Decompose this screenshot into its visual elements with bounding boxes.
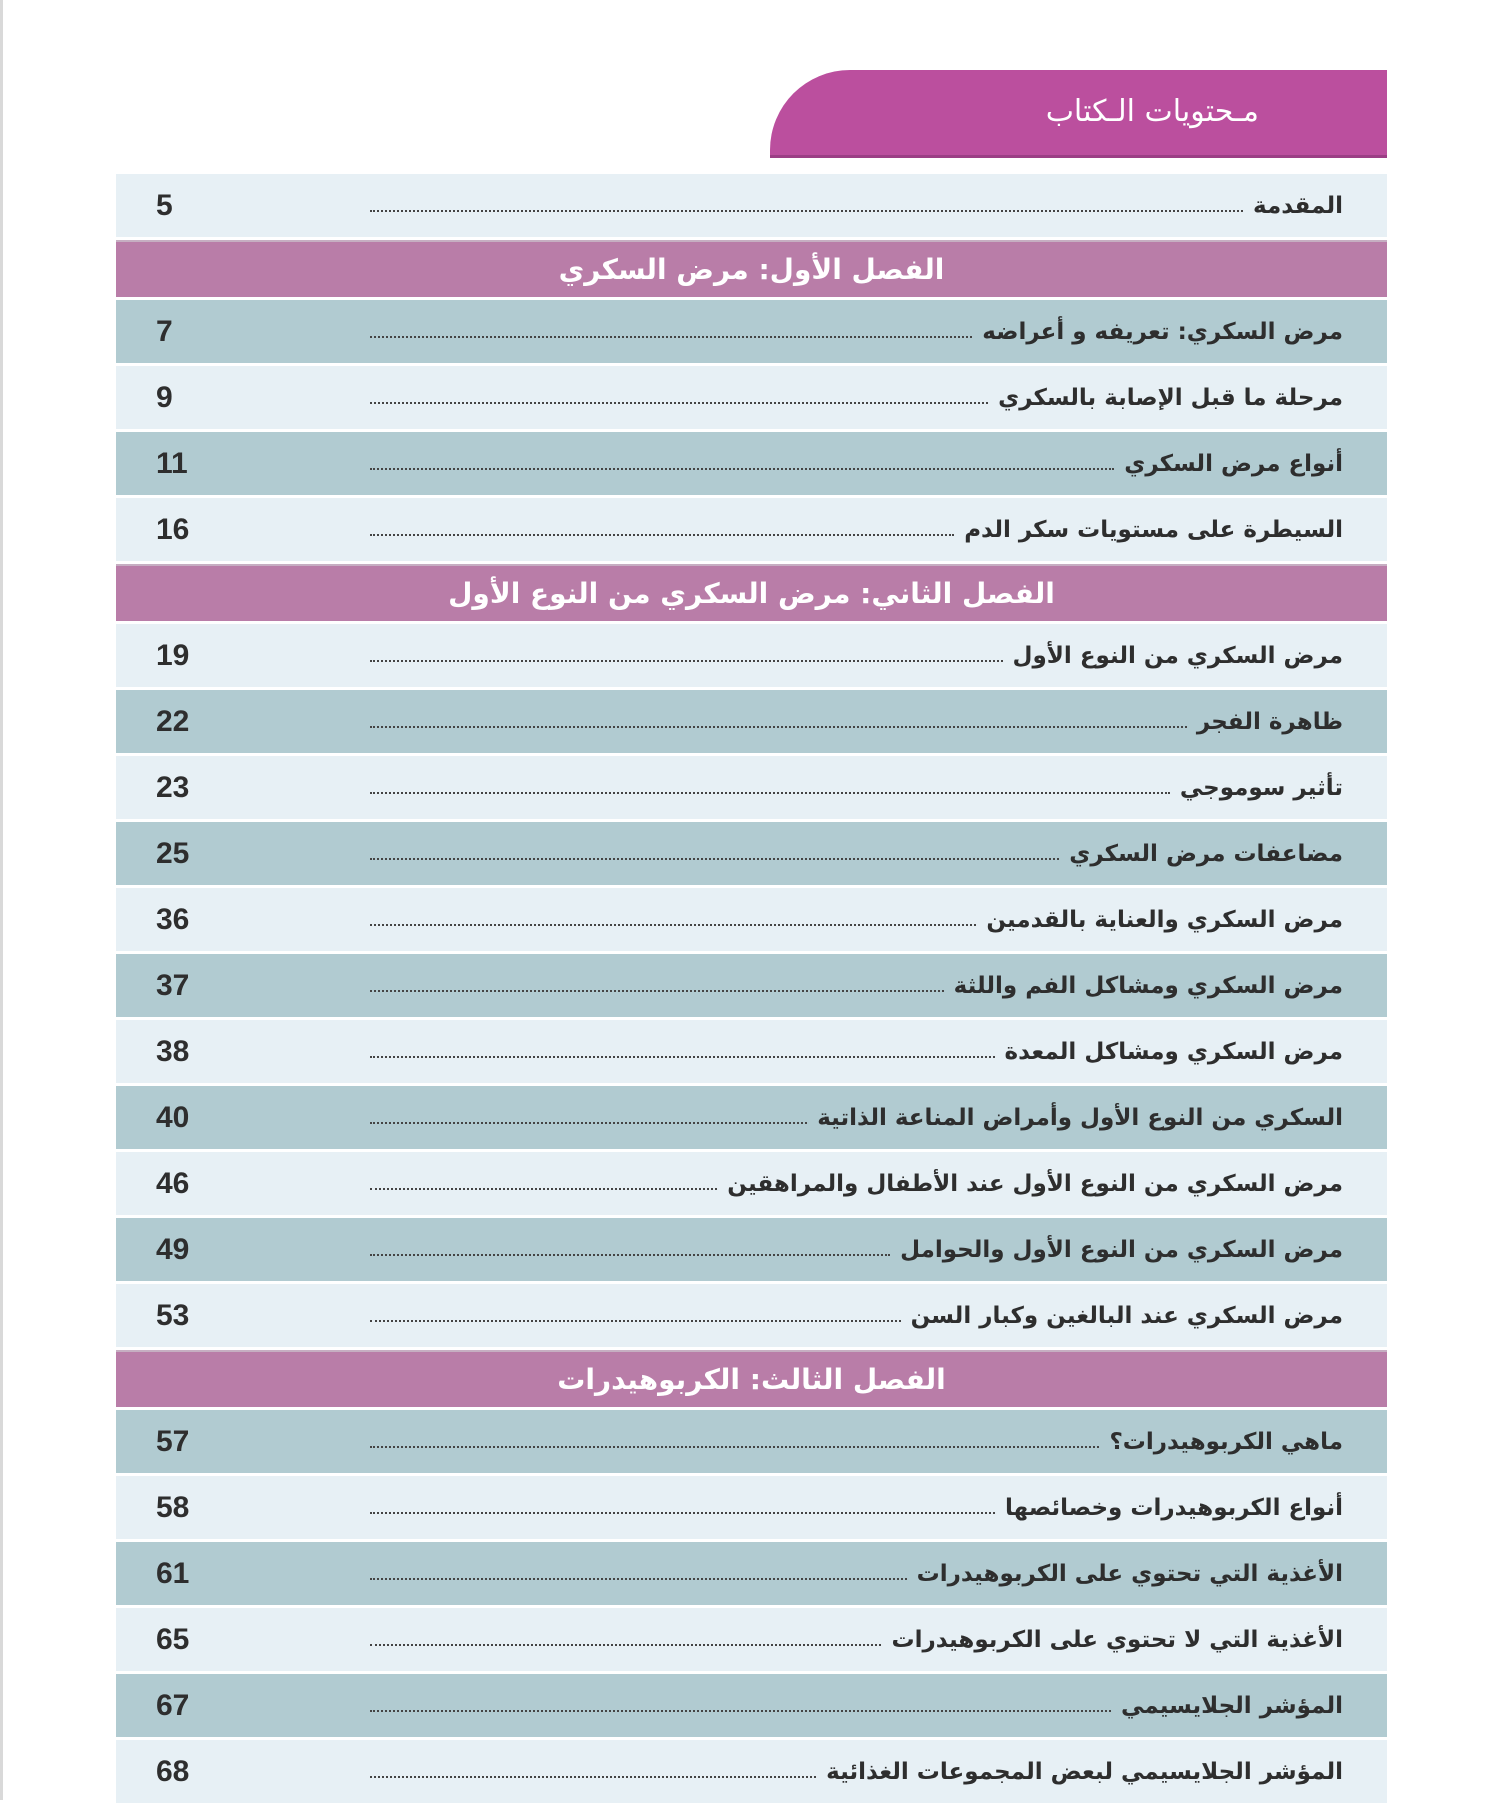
toc-row[interactable] xyxy=(116,1218,1387,1281)
toc-page-number: 67 xyxy=(156,1688,190,1722)
toc-row[interactable] xyxy=(116,1542,1387,1605)
toc-entry-title: مرض السكري ومشاكل الفم واللثة xyxy=(953,972,1343,999)
toc-entry-title: أنواع الكربوهيدرات وخصائصها xyxy=(1005,1494,1343,1521)
toc-page-number: 58 xyxy=(156,1490,190,1524)
toc-entry-title: أنواع مرض السكري xyxy=(1124,450,1343,477)
toc-page-number: 68 xyxy=(156,1754,190,1788)
toc-row[interactable] xyxy=(116,1476,1387,1539)
toc-row[interactable] xyxy=(116,498,1387,561)
dot-leader xyxy=(370,726,1187,728)
section-header-3 xyxy=(116,1350,1387,1407)
toc-row[interactable] xyxy=(116,1086,1387,1149)
toc-page-number: 46 xyxy=(156,1166,190,1200)
toc-page-number: 53 xyxy=(156,1298,190,1332)
section-header-2 xyxy=(116,564,1387,621)
dot-leader xyxy=(370,1578,907,1580)
toc-page-number: 61 xyxy=(156,1556,190,1590)
toc-row[interactable] xyxy=(116,1674,1387,1737)
dot-leader xyxy=(370,1776,816,1778)
dot-leader xyxy=(370,1512,995,1514)
toc-page-number: 25 xyxy=(156,836,190,870)
toc-entry-title: ظاهرة الفجر xyxy=(1196,708,1343,735)
toc-entry-title: مرض السكري: تعريفه و أعراضه xyxy=(982,318,1343,345)
toc-page-number: 19 xyxy=(156,638,190,672)
toc-page-number: 36 xyxy=(156,902,190,936)
toc-row[interactable] xyxy=(116,888,1387,951)
contents-header xyxy=(770,70,1387,158)
toc-row[interactable] xyxy=(116,432,1387,495)
toc-page-number: 38 xyxy=(156,1034,190,1068)
toc-entry-title: مرض السكري والعناية بالقدمين xyxy=(986,906,1343,933)
toc-row[interactable] xyxy=(116,1284,1387,1347)
dot-leader xyxy=(370,1122,807,1124)
dot-leader xyxy=(370,534,954,536)
toc-entry-title: المقدمة xyxy=(1253,192,1343,219)
toc-page-number: 7 xyxy=(156,314,173,348)
table-of-contents xyxy=(116,174,1387,1806)
toc-entry-title: مرض السكري من النوع الأول عند الأطفال والمراهقين xyxy=(727,1170,1343,1197)
toc-row[interactable] xyxy=(116,1152,1387,1215)
dot-leader xyxy=(370,1056,995,1058)
toc-row[interactable] xyxy=(116,954,1387,1017)
toc-page-number: 9 xyxy=(156,380,173,414)
dot-leader xyxy=(370,210,1243,212)
toc-entry-title: تأثير سوموجي xyxy=(1179,774,1343,801)
toc-entry-title: مضاعفات مرض السكري xyxy=(1069,840,1343,867)
dot-leader xyxy=(370,660,1003,662)
toc-row[interactable] xyxy=(116,1740,1387,1803)
dot-leader xyxy=(370,1446,1099,1448)
toc-page-number: 37 xyxy=(156,968,190,1002)
dot-leader xyxy=(370,336,972,338)
toc-page-number: 65 xyxy=(156,1622,190,1656)
section-title: الفصل الثالث: الكربوهيدرات xyxy=(557,1363,946,1396)
dot-leader xyxy=(370,1710,1111,1712)
toc-entry-title: مرض السكري عند البالغين وكبار السن xyxy=(910,1302,1343,1329)
dot-leader xyxy=(370,1320,901,1322)
toc-page-number: 22 xyxy=(156,704,190,738)
toc-entry-title: الأغذية التي لا تحتوي على الكربوهيدرات xyxy=(891,1626,1343,1653)
toc-entry-title: المؤشر الجلايسيمي لبعض المجموعات الغذائية xyxy=(826,1758,1343,1785)
toc-entry-title: مرض السكري ومشاكل المعدة xyxy=(1004,1038,1343,1065)
toc-row[interactable] xyxy=(116,300,1387,363)
toc-entry-title: المؤشر الجلايسيمي xyxy=(1121,1692,1343,1719)
toc-page-number: 57 xyxy=(156,1424,190,1458)
toc-row[interactable] xyxy=(116,690,1387,753)
section-header-1 xyxy=(116,240,1387,297)
toc-entry-title: الأغذية التي تحتوي على الكربوهيدرات xyxy=(916,1560,1343,1587)
toc-row[interactable] xyxy=(116,1410,1387,1473)
toc-page-number: 5 xyxy=(156,188,173,222)
dot-leader xyxy=(370,1188,717,1190)
page-title: مـحتويات الـكتاب xyxy=(1045,94,1259,129)
page-edge xyxy=(0,0,3,1800)
toc-page-number: 40 xyxy=(156,1100,190,1134)
dot-leader xyxy=(370,402,988,404)
toc-entry-title: مرض السكري من النوع الأول xyxy=(1012,642,1343,669)
dot-leader xyxy=(370,990,944,992)
dot-leader xyxy=(370,792,1170,794)
toc-entry-title: السكري من النوع الأول وأمراض المناعة الذاتية xyxy=(817,1104,1343,1131)
toc-page-number: 23 xyxy=(156,770,190,804)
toc-entry-title: السيطرة على مستويات سكر الدم xyxy=(964,516,1343,543)
toc-entry-title: مرحلة ما قبل الإصابة بالسكري xyxy=(998,384,1343,411)
toc-page-number: 11 xyxy=(156,446,188,480)
toc-row[interactable] xyxy=(116,822,1387,885)
toc-row-intro[interactable] xyxy=(116,174,1387,237)
toc-row[interactable] xyxy=(116,624,1387,687)
dot-leader xyxy=(370,858,1059,860)
dot-leader xyxy=(370,1644,881,1646)
section-title: الفصل الثاني: مرض السكري من النوع الأول xyxy=(448,577,1055,610)
toc-page-number: 16 xyxy=(156,512,190,546)
toc-entry-title: ماهي الكربوهيدرات؟ xyxy=(1109,1428,1343,1455)
section-title: الفصل الأول: مرض السكري xyxy=(558,253,945,286)
dot-leader xyxy=(370,1254,890,1256)
toc-row[interactable] xyxy=(116,1020,1387,1083)
dot-leader xyxy=(370,468,1114,470)
dot-leader xyxy=(370,924,976,926)
toc-entry-title: مرض السكري من النوع الأول والحوامل xyxy=(900,1236,1343,1263)
toc-row[interactable] xyxy=(116,756,1387,819)
toc-page-number: 49 xyxy=(156,1232,190,1266)
toc-row[interactable] xyxy=(116,1608,1387,1671)
toc-row[interactable] xyxy=(116,366,1387,429)
